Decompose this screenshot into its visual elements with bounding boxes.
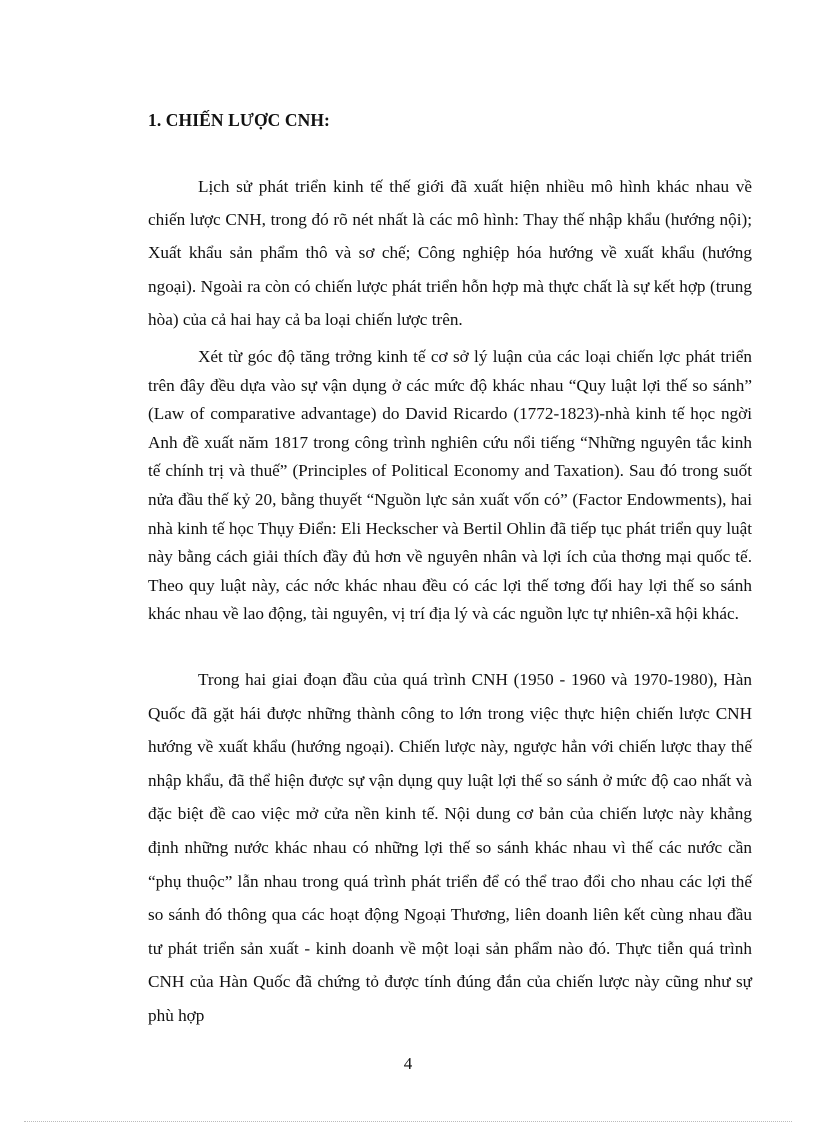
paragraph-3: Trong hai giai đoạn đầu của quá trình CNH (1950 - 1960 và 1970-1980), Hàn Quốc đã gặt hái được những thành công to lớn trong việc thực hiện chiến lược CNH hướng về xuất khẩu (hướng ngoại). Chiến lược này, ngược hẳn với chiến lược thay thế nhập khẩu, đã thể hiện được sự vận dụng quy luật lợi thế so sánh ở mức độ cao nhất và đặc biệt đề cao việc mở cửa nền kinh tế. Nội dung cơ bản của chiến lược này khẳng định những nước khác nhau có những lợi thế so sánh khác nhau vì thế các nước cần “phụ thuộc” lẫn nhau trong quá trình phát triển để có thể trao đổi cho nhau các lợi thế so sánh đó thông qua các hoạt động Ngoại Thương, liên doanh liên kết cùng nhau đầu tư phát triển sản xuất - kinh doanh về một loại sản phẩm nào đó. Thực tiễn quá trình CNH của Hàn Quốc đã chứng tỏ được tính đúng đắn của chiến lược này cũng như sự phù hợp: [148, 670, 752, 1025]
page-number: 4: [403, 1054, 413, 1073]
page-bottom-divider: [24, 1121, 792, 1122]
paragraph-1: Lịch sử phát triển kinh tế thế giới đã xuất hiện nhiều mô hình khác nhau về chiến lược CNH, trong đó rõ nét nhất là các mô hình: Thay thế nhập khẩu (hướng nội); Xuất khẩu sản phẩm thô và sơ chế; Công nghiệp hóa hướng về xuất khẩu (hướng ngoại). Ngoài ra còn có chiến lược phát triển hỗn hợp mà thực chất là sự kết hợp (trung hòa) của cả hai hay cả ba loại chiến lược trên.: [148, 177, 752, 329]
paragraph-2: Xét từ góc độ tăng trởng kinh tế cơ sở lý luận của các loại chiến lợc phát triển trên đây đều dựa vào sự vận dụng ở các mức độ khác nhau “Quy luật lợi thế so sánh” (Law of comparative advantage) do David Ricardo (1772-1823)-nhà kinh tế học ngời Anh đề xuất năm 1817 trong công trình nghiên cứu nổi tiếng “Những nguyên tắc kinh tế chính trị và thuế” (Principles of Political Economy and Taxation). Sau đó trong suốt nửa đầu thế kỷ 20, bằng thuyết “Nguồn lực sản xuất vốn có” (Factor Endowments), hai nhà kinh tế học Thụy Điển: Eli Heckscher và Bertil Ohlin đã tiếp tục phát triển quy luật này bằng cách giải thích đầy đủ hơn về nguyên nhân và lợi ích của thơng mại quốc tế. Theo quy luật này, các nớc khác nhau đều có các lợi thế tơng đối hay lợi thế so sánh khác nhau về lao động, tài nguyên, vị trí địa lý và các nguồn lực tự nhiên-xã hội khác.: [148, 347, 752, 624]
section-heading: 1. CHIẾN LƯỢC CNH:: [148, 110, 330, 130]
